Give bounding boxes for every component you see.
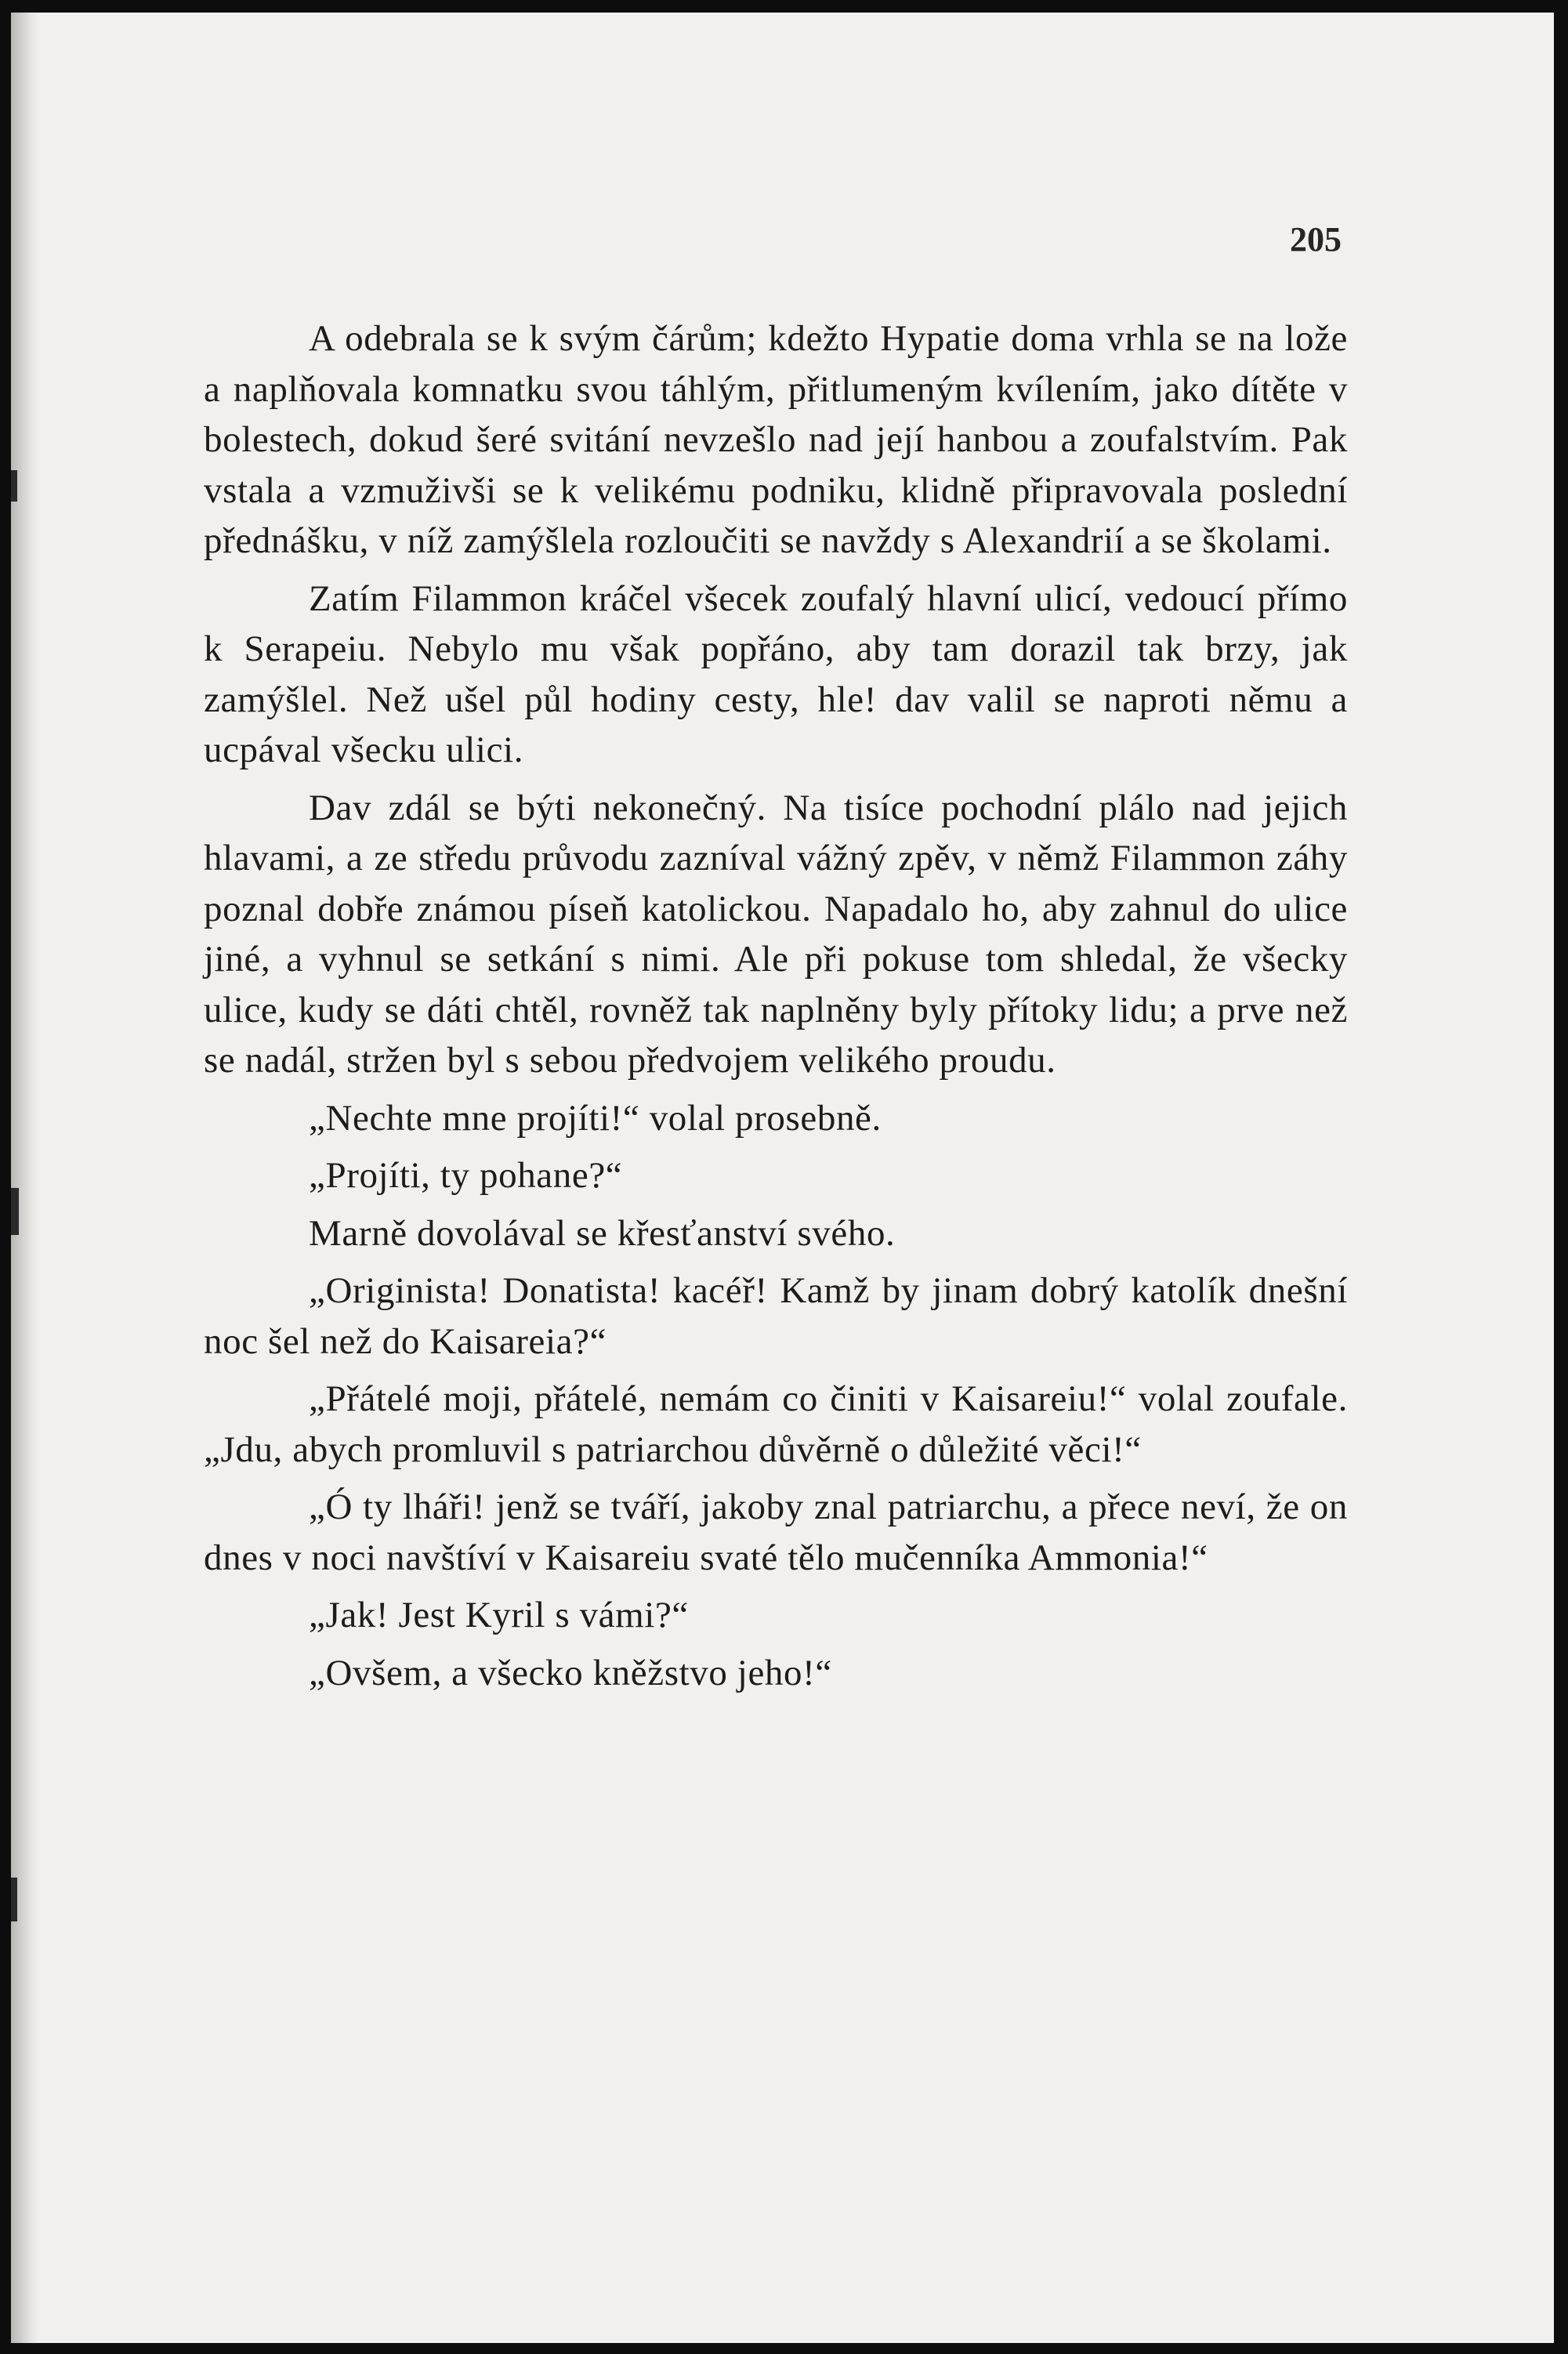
paragraph: „Přátelé moji, přátelé, nemám co činiti v Kaisareiu!“ volal zoufale. „Jdu, abych promluvil s patriarchou důvěrně o důležité věci!“ bbox=[204, 1378, 1348, 1470]
page-number: 205 bbox=[1290, 220, 1342, 259]
paragraph: A odebrala se k svým čárům; kdežto Hypatie doma vrhla se na lože a naplňovala komnatku svou táhlým, přitlumeným kvílením, jako dítěte v bolestech, dokud šeré svitání nevzešlo nad její hanbou a zoufalstvím. Pak vstala a vzmuživši se k velikému podniku, klidně připravovala poslední přednášku, v níž zamýšlela rozloučiti se navždy s Alexandrií a se školami. bbox=[204, 318, 1348, 561]
paragraph: „Nechte mne projíti!“ volal prosebně. bbox=[309, 1097, 882, 1139]
paragraph: „Ó ty lháři! jenž se tváří, jakoby znal patriarchu, a přece neví, že on dnes v noci navštíví v Kaisareiu svaté tělo mučenníka Ammonia!“ bbox=[204, 1487, 1348, 1578]
body-text bbox=[204, 313, 1348, 1705]
paragraph: „Jak! Jest Kyril s vámi?“ bbox=[309, 1595, 689, 1635]
margin-mark bbox=[11, 1188, 19, 1235]
paragraph: Dav zdál se býti nekonečný. Na tisíce pochodní plálo nad jejich hlavami, a ze středu průvodu zazníval vážný zpěv, v němž Filammon záhy poznal dobře známou píseň katolickou. Napadalo ho, aby zahnul do ulice jiné, a vyhnul se setkání s nimi. Ale při pokuse tom shledal, že všecky ulice, kudy se dáti chtěl, rovněž tak naplněny byly přítoky lidu; a prve než se nadál, stržen byl s sebou předvojem velikého proudu. bbox=[204, 787, 1348, 1081]
margin-mark bbox=[11, 1878, 17, 1921]
paragraph: „Originista! Donatista! kacéř! Kamž by jinam dobrý katolík dnešní noc šel než do Kaisareia?“ bbox=[204, 1270, 1348, 1362]
margin-mark bbox=[11, 470, 17, 502]
page-edge-shadow bbox=[11, 13, 39, 2343]
paragraph: „Projíti, ty pohane?“ bbox=[309, 1155, 623, 1196]
paragraph: Zatím Filammon kráčel všecek zoufalý hlavní ulicí, vedoucí přímo k Serapeiu. Nebylo mu však popřáno, aby tam dorazil tak brzy, jak zamýšlel. Než ušel půl hodiny cesty, hle! dav valil se naproti němu a ucpával všecku ulici. bbox=[204, 578, 1348, 770]
book-page bbox=[11, 13, 1554, 2343]
paragraph: „Ovšem, a všecko kněžstvo jeho!“ bbox=[309, 1652, 832, 1693]
paragraph: Marně dovolával se křesťanství svého. bbox=[309, 1212, 896, 1254]
